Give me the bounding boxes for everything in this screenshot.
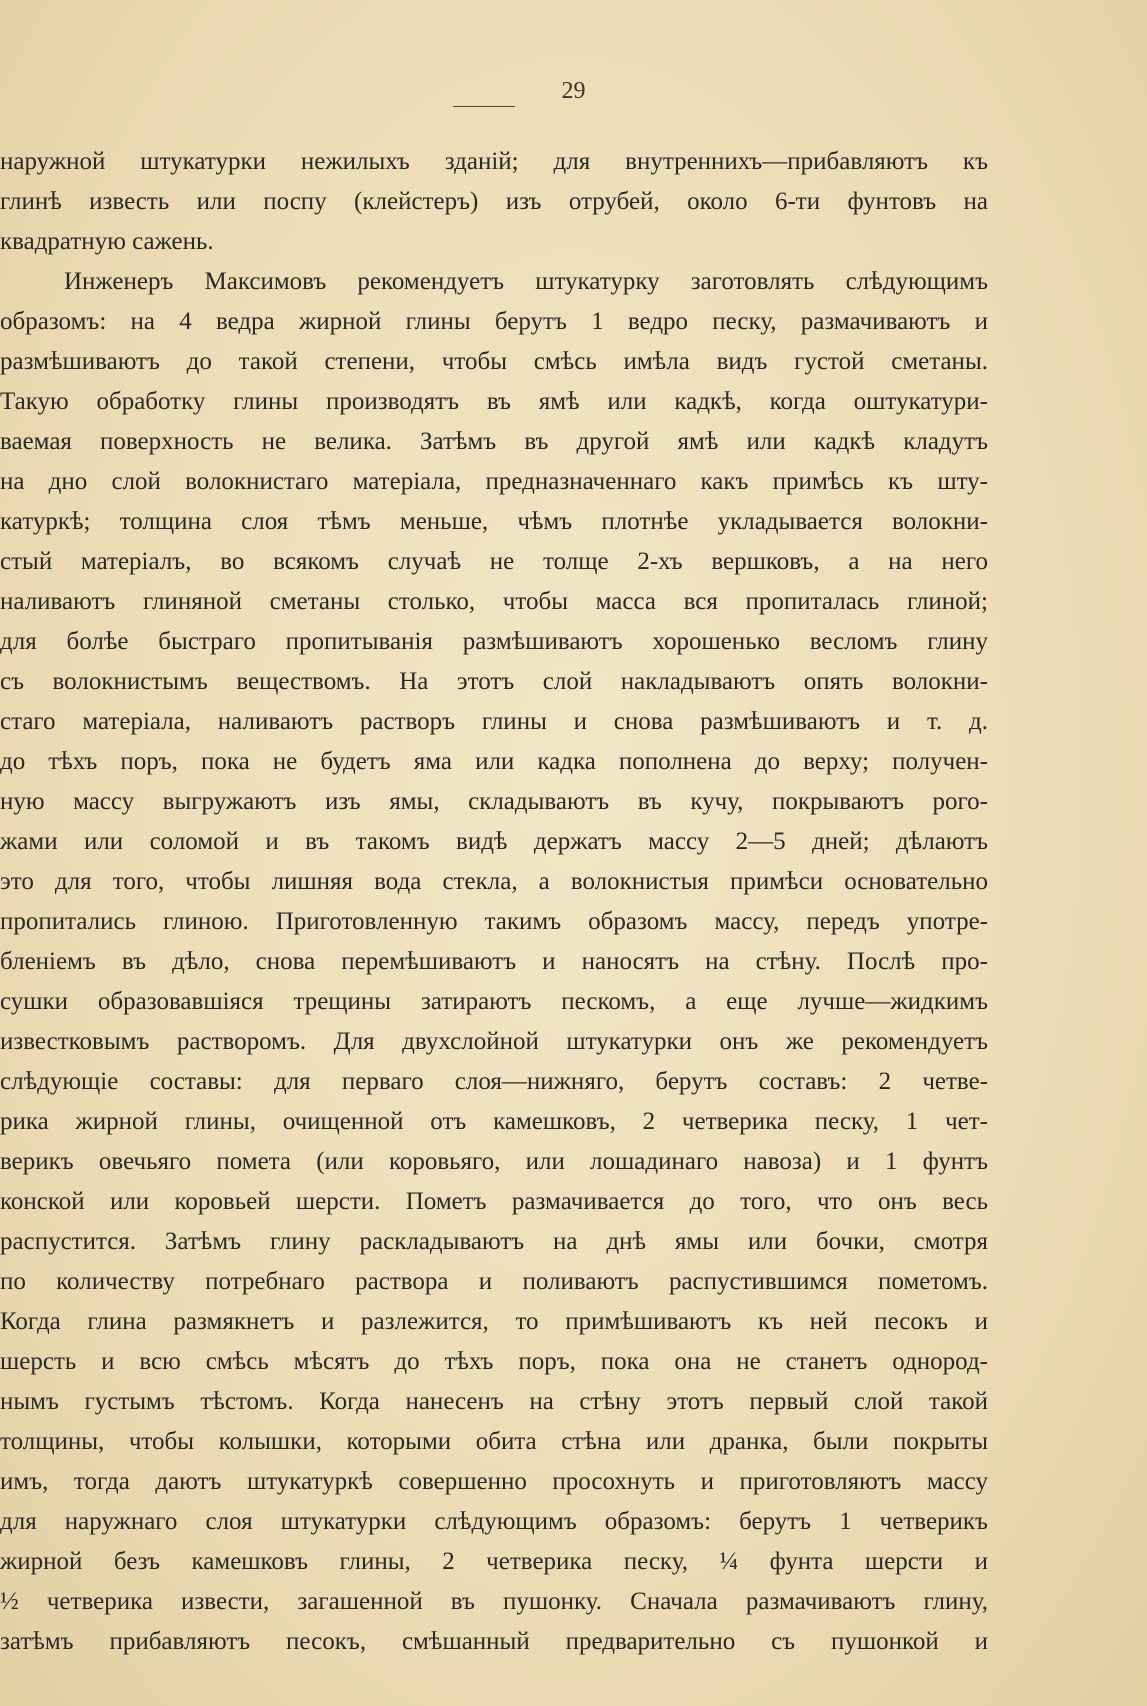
text-line: квадратную сажень. — [0, 228, 214, 255]
text-line: наружной штукатурки нежилыхъ зданій; для внутреннихъ—прибавляютъ къ — [0, 148, 988, 175]
text-line: известковымъ растворомъ. Для двухслойной штукатурки онъ же рекомендуетъ — [0, 1028, 988, 1055]
text-line: Такую обработку глины производятъ въ ямѣ или кадкѣ, когда оштукатури- — [0, 388, 988, 415]
text-line: размѣшиваютъ до такой степени, чтобы смѣсь имѣла видъ густой сметаны. — [0, 348, 988, 375]
text-line: стый матеріалъ, во всякомъ случаѣ не толще 2-хъ вершковъ, а на него — [0, 548, 988, 575]
text-line: затѣмъ прибавляютъ песокъ, смѣшанный предварительно съ пушонкой и — [0, 1628, 988, 1655]
text-line: ную массу выгружаютъ изъ ямы, складываютъ въ кучу, покрываютъ рого- — [0, 788, 988, 815]
text-line: это для того, чтобы лишняя вода стекла, а волокнистыя примѣси основательно — [0, 868, 988, 895]
text-line: верикъ овечьяго помета (или коровьяго, или лошадинаго навоза) и 1 фунтъ — [0, 1148, 988, 1175]
text-line: толщины, чтобы колышки, которыми обита стѣна или дранка, были покрыты — [0, 1428, 988, 1455]
text-line: Инженеръ Максимовъ рекомендуетъ штукатурку заготовлять слѣдующимъ — [64, 268, 988, 295]
text-line: рика жирной глины, очищенной отъ камешковъ, 2 четверика песку, 1 чет- — [0, 1108, 988, 1135]
page-number: 29 — [561, 78, 586, 104]
text-line: съ волокнистымъ веществомъ. На этотъ слой накладываютъ опять волокни- — [0, 668, 988, 695]
text-line: нымъ густымъ тѣстомъ. Когда нанесенъ на стѣну этотъ первый слой такой — [0, 1388, 988, 1415]
text-line: для наружнаго слоя штукатурки слѣдующимъ образомъ: берутъ 1 четверикъ — [0, 1508, 988, 1535]
text-line: пропитались глиною. Приготовленную такимъ образомъ массу, передъ употре- — [0, 908, 988, 935]
text-line: наливаютъ глиняной сметаны столько, чтобы масса вся пропиталась глиной; — [0, 588, 988, 615]
text-line: шерсть и всю смѣсь мѣсятъ до тѣхъ поръ, пока она не станетъ однород- — [0, 1348, 988, 1375]
page-number-underline — [453, 106, 515, 107]
text-line: имъ, тогда даютъ штукатуркѣ совершенно просохнуть и приготовляютъ массу — [0, 1468, 988, 1495]
text-line: жами или соломой и въ такомъ видѣ держатъ массу 2—5 дней; дѣлаютъ — [0, 828, 988, 855]
text-line: по количеству потребнаго раствора и поливаютъ распустившимся пометомъ. — [0, 1268, 988, 1295]
text-line: стаго матеріала, наливаютъ растворъ глины и снова размѣшиваютъ и т. д. — [0, 708, 988, 735]
text-line: бленіемъ въ дѣло, снова перемѣшиваютъ и наносятъ на стѣну. Послѣ про- — [0, 948, 988, 975]
text-line: Когда глина размякнетъ и разлежится, то примѣшиваютъ къ ней песокъ и — [0, 1308, 988, 1335]
text-line: сушки образовавшіяся трещины затираютъ пескомъ, а еще лучше—жидкимъ — [0, 988, 988, 1015]
text-line: для болѣе быстраго пропитыванія размѣшиваютъ хорошенько весломъ глину — [0, 628, 988, 655]
text-line: до тѣхъ поръ, пока не будетъ яма или кадка пополнена до верху; получен- — [0, 748, 988, 775]
text-line: ½ четверика извести, загашенной въ пушонку. Сначала размачиваютъ глину, — [0, 1588, 988, 1615]
text-line: жирной безъ камешковъ глины, 2 четверика песку, ¼ фунта шерсти и — [0, 1548, 988, 1575]
text-line: глинѣ известь или поспу (клейстеръ) изъ отрубей, около 6-ти фунтовъ на — [0, 188, 988, 215]
text-line: катуркѣ; толщина слоя тѣмъ меньше, чѣмъ плотнѣе укладывается волокни- — [0, 508, 988, 535]
text-line: на дно слой волокнистаго матеріала, предназначеннаго какъ примѣсь къ шту- — [0, 468, 988, 495]
text-line: ваемая поверхность не велика. Затѣмъ въ другой ямѣ или кадкѣ кладутъ — [0, 428, 988, 455]
text-line: распустится. Затѣмъ глину раскладываютъ на днѣ ямы или бочки, смотря — [0, 1228, 988, 1255]
text-line: образомъ: на 4 ведра жирной глины берутъ 1 ведро песку, размачиваютъ и — [0, 308, 988, 335]
text-line: конской или коровьей шерсти. Пометъ размачивается до того, что онъ весь — [0, 1188, 988, 1215]
text-line: слѣдующіе составы: для перваго слоя—нижняго, берутъ составъ: 2 четве- — [0, 1068, 988, 1095]
